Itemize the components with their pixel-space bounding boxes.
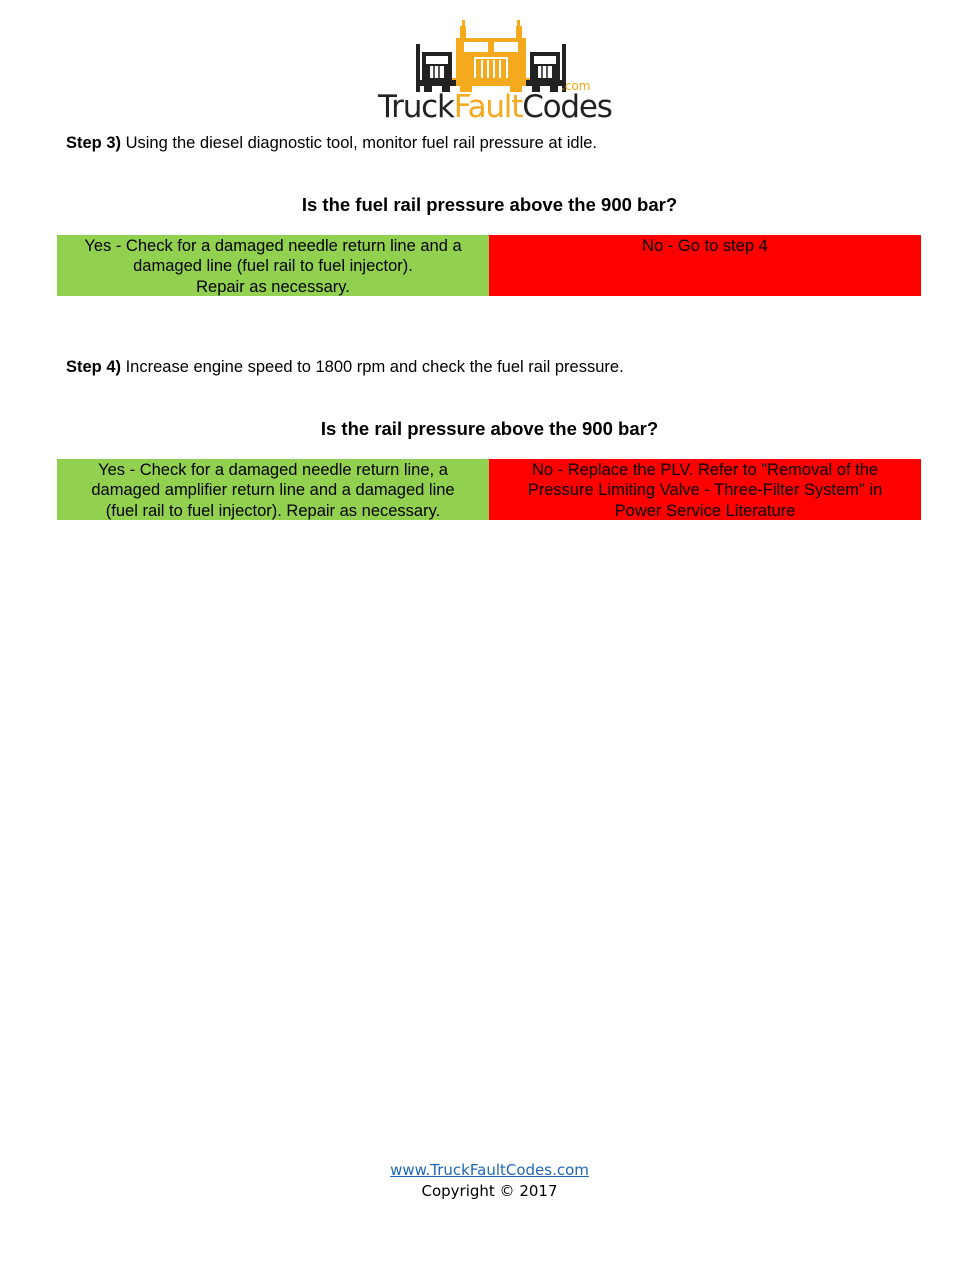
step-4-question: Is the rail pressure above the 900 bar? xyxy=(320,418,659,439)
step-3-instruction xyxy=(66,133,597,153)
step-3-yes-line-1: Yes - Check for a damaged needle return line and a xyxy=(84,237,462,255)
step-3-label: Step 3) xyxy=(66,134,122,152)
step-4-yes-line-2: damaged amplifier return line and a damaged line xyxy=(91,481,455,500)
logo-word-codes: Codes xyxy=(522,89,612,125)
step-4-label: Step 4) xyxy=(66,358,122,376)
step-3-yes-answer xyxy=(57,235,489,296)
logo-suffix: .com xyxy=(561,79,591,93)
step-3-yes-line-2: damaged line (fuel rail to fuel injector). xyxy=(133,257,413,276)
step-4-text: Increase engine speed to 1800 rpm and check the fuel rail pressure. xyxy=(121,358,624,376)
step-3-no-line-1: No - Go to step 4 xyxy=(642,237,768,255)
logo-word-truck: Truck xyxy=(378,89,454,125)
step-3-question: Is the fuel rail pressure above the 900 bar? xyxy=(301,194,678,215)
step-4-yes-line-1: Yes - Check for a damaged needle return line, a xyxy=(98,461,448,479)
site-logo xyxy=(378,20,612,126)
logo-wordmark xyxy=(378,88,612,126)
logo-word-fault: Fault xyxy=(453,89,523,125)
step-4-answers xyxy=(57,459,921,520)
footer-copyright: Copyright © 2017 xyxy=(421,1182,558,1200)
footer-website-link[interactable]: www.TruckFaultCodes.com xyxy=(390,1161,589,1179)
step-3-yes-line-3: Repair as necessary. xyxy=(196,277,350,296)
step-3-answers xyxy=(57,235,921,296)
page-footer xyxy=(0,1160,979,1202)
step-3-text: Using the diesel diagnostic tool, monitor fuel rail pressure at idle. xyxy=(121,134,598,152)
step-4-instruction xyxy=(66,357,624,377)
step-4-no-answer xyxy=(489,459,921,520)
step-4-no-line-2: Pressure Limiting Valve - Three-Filter System" in xyxy=(527,481,883,500)
step-4-yes-line-3: (fuel rail to fuel injector). Repair as necessary. xyxy=(105,501,441,520)
step-4-no-line-3: Power Service Literature xyxy=(614,501,796,520)
step-3-no-answer xyxy=(489,235,921,296)
step-4-no-line-1: No - Replace the PLV. Refer to "Removal of the xyxy=(531,461,879,479)
step-4-yes-answer xyxy=(57,459,489,520)
